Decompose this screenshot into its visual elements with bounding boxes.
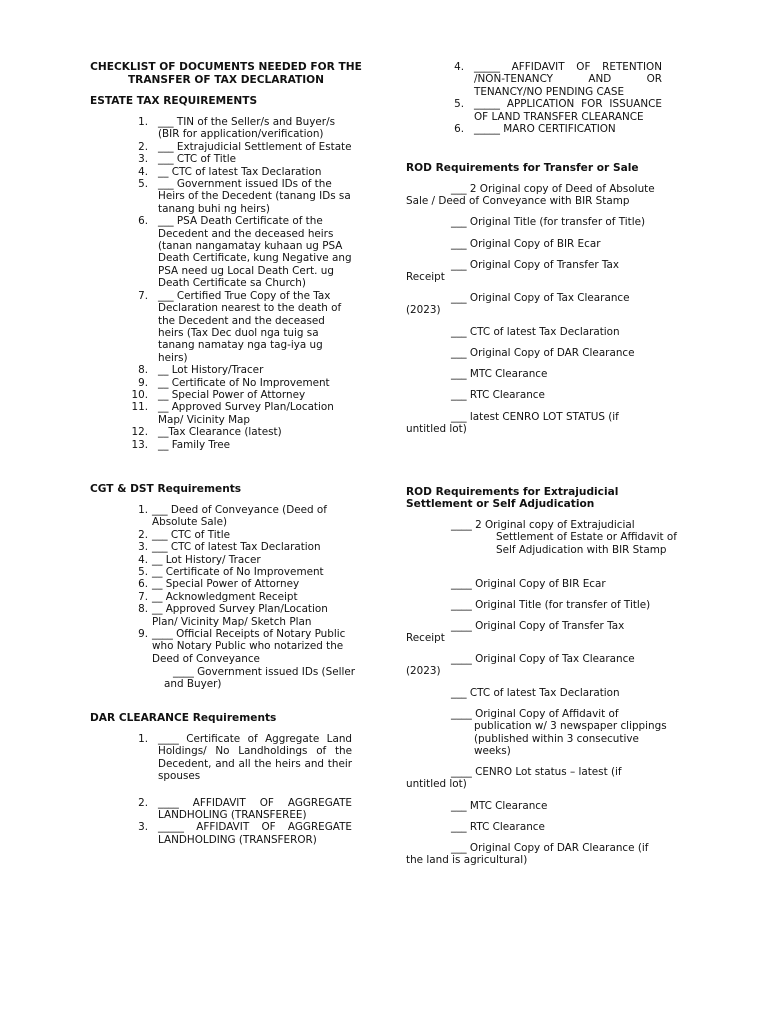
item-number: 4. [454,61,464,73]
item-text: ____ Original Title (for transfer of Title) [451,599,651,611]
item-text: ___ Original Copy of DAR Clearance [451,347,635,359]
item-text: ___ PSA Death Certificate of the Decedent and the deceased heirs (tanan nangamatay kuhaan ug PSA Death Certificate, kung Negative ang PSA need ug Local Death Cert. ug Death Certificate sa Church) [158,215,352,290]
item-text-continued: Receipt [406,632,445,645]
rod-ejs-item [406,687,678,699]
rod-sale-item [406,389,678,401]
list-item [90,603,352,628]
item-text: ___ latest CENRO LOT STATUS (if [451,411,619,423]
item-number: 1. [138,733,148,745]
item-text-continued: publication w/ 3 newspaper clippings (published within 3 consecutive weeks) [474,720,667,758]
list-item [90,733,352,783]
item-text-continued: (2023) [406,665,441,678]
rod-ejs-heading: ROD Requirements for Extrajudicial Settlement or Self Adjudication [406,486,619,511]
item-text: ____ Original Copy of BIR Ecar [451,578,606,590]
item-text: ___ Original Copy of Tax Clearance [451,292,630,304]
rod-sale-item [406,259,678,284]
item-text-continued: Sale / Deed of Conveyance with BIR Stamp [406,195,630,208]
dar-clearance-list [90,733,362,846]
list-item [90,153,352,165]
item-text: ____ Original Copy of Tax Clearance [451,653,635,665]
dar-clearance-heading: DAR CLEARANCE Requirements [90,712,277,724]
item-text-continued: the land is agricultural) [406,854,528,867]
item-text: ___ CTC of latest Tax Declaration [451,687,620,699]
item-text-continued: untitled lot) [406,423,467,436]
list-item [90,401,352,426]
item-text: ___ Original Title (for transfer of Title) [451,216,646,228]
list-item [90,554,352,566]
item-text: __ Certificate of No Improvement [152,566,324,579]
item-number: 5. [138,178,148,191]
item-text: ___ CTC of Title [158,153,237,166]
page-title: CHECKLIST OF DOCUMENTS NEEDED FOR THE TRANSFER OF TAX DECLARATION [90,61,362,86]
item-text: ___ Original Copy of DAR Clearance (if [451,842,649,854]
item-text: ____ Original Copy of Transfer Tax [451,620,625,632]
rod-sale-item [406,183,678,208]
item-number: 8. [138,364,148,377]
list-item [90,439,352,451]
list-item [90,98,662,123]
item-text: _____ AFFIDAVIT OF AGGREGATE LANDHOLDING (TRANSFEROR) [158,821,352,846]
list-item [90,290,352,364]
item-number: 1. [138,116,148,128]
item-text: ___ CTC of latest Tax Declaration [152,541,321,554]
rod-ejs-item [406,708,678,758]
list-item [90,364,352,376]
rod-ejs-item [406,766,678,791]
rod-sale-item [406,216,678,228]
item-text: ___ Original Copy of BIR Ecar [451,238,601,250]
item-text: ___ 2 Original copy of Deed of Absolute [451,183,655,195]
item-text: _____ MARO CERTIFICATION [474,123,616,136]
item-number: 6. [138,578,148,591]
item-text: __ Approved Survey Plan/Location Plan/ Vicinity Map/ Sketch Plan [152,603,328,628]
item-text: __ Special Power of Attorney [152,578,300,591]
item-text: ___ Certified True Copy of the Tax Declaration nearest to the death of the Decedent and the deceased heirs (Tax Dec duol nga tuig sa tanang namatay nga tag-iya ug heirs) [158,289,342,364]
list-item [90,821,352,846]
dar-clearance-list-continued [90,61,678,135]
item-text: __ Family Tree [158,438,231,451]
item-number: 2. [138,796,148,809]
list-item [90,61,662,98]
list-item [90,504,352,529]
item-number: 4. [138,553,148,566]
item-text: ____ Original Copy of Affidavit of [451,708,619,720]
rod-ejs-item [406,842,678,867]
item-text-continued: Settlement of Estate or Affidavit of Self Adjudication with BIR Stamp [496,531,677,556]
item-number: 3. [138,821,148,834]
item-text: ____ AFFIDAVIT OF AGGREGATE LANDHOLING (TRANSFEREE) [158,796,352,822]
list-item [90,178,352,215]
rod-ejs-item [406,519,678,556]
rod-sale-heading: ROD Requirements for Transfer or Sale [406,162,639,174]
item-text: ___ CTC of latest Tax Declaration [451,326,620,338]
list-item [90,541,352,553]
item-text-continued: untitled lot) [406,778,467,791]
list-item [90,566,352,578]
cgt-dst-list [90,504,362,665]
item-text: ___ RTC Clearance [451,821,545,833]
list-item [90,377,352,389]
item-number: 2. [138,140,148,153]
cgt-extra-item: ____ Government issued IDs (Seller and Buyer) [164,666,356,691]
rod-sale-item [406,238,678,250]
list-item [90,628,352,665]
item-number: 4. [138,165,148,178]
item-text: ___ MTC Clearance [451,368,548,380]
list-item [90,426,352,438]
item-text: __ Lot History/Tracer [158,364,264,377]
item-text: ___ Government issued IDs of the Heirs of the Decedent (tanang IDs sa tanang buhi ng heirs) [158,178,351,215]
item-number: 9. [138,376,148,389]
rod-ejs-item [406,620,678,645]
item-number: 3. [138,541,148,554]
list-item [90,529,352,541]
rod-ejs-item [406,578,678,590]
rod-sale-item [406,292,678,317]
item-number: 7. [138,590,148,603]
item-number: 5. [138,566,148,579]
item-number: 8. [138,603,148,616]
item-number: 11. [131,401,148,414]
rod-sale-item [406,368,678,380]
list-item [90,141,352,153]
item-text: ___ Extrajudicial Settlement of Estate [158,140,352,153]
item-text: __ CTC of latest Tax Declaration [158,165,322,178]
item-text: __ Special Power of Attorney [158,388,306,401]
item-text: ___ Original Copy of Transfer Tax [451,259,620,271]
item-text: ___ MTC Clearance [451,800,548,812]
item-text: ____ Certificate of Aggregate Land Holdings/ No Landholdings of the Decedent, and all the heirs and their spouses [158,733,352,783]
rod-ejs-item [406,653,678,678]
rod-sale-item [406,347,678,359]
item-number: 7. [138,289,148,302]
item-number: 5. [454,98,464,111]
item-text: __ Acknowledgment Receipt [152,590,298,603]
item-text: ___ Deed of Conveyance (Deed of Absolute Sale) [152,504,327,529]
item-text: ____ 2 Original copy of Extrajudicial [451,519,635,531]
list-item [90,123,662,135]
item-number: 6. [454,123,464,136]
item-text: __ Lot History/ Tracer [152,553,261,566]
list-item [90,591,352,603]
estate-tax-heading: ESTATE TAX REQUIREMENTS [90,95,258,107]
item-number: 12. [131,426,148,439]
list-item [90,389,352,401]
item-text: ___ RTC Clearance [451,389,545,401]
item-text: ___ CTC of Title [152,528,231,541]
item-text-continued: (2023) [406,304,441,317]
list-item [90,166,352,178]
item-text: _____ APPLICATION FOR ISSUANCE OF LAND TRANSFER CLEARANCE [474,98,662,123]
item-text-continued: Receipt [406,271,445,284]
item-number: 2. [138,528,148,541]
rod-ejs-item [406,821,678,833]
item-text: __Tax Clearance (latest) [158,426,282,439]
item-number: 1. [138,504,148,516]
item-text: ____ CENRO Lot status – latest (if [451,766,622,778]
list-item [90,578,352,590]
item-number: 13. [131,438,148,451]
item-number: 6. [138,215,148,228]
rod-ejs-item [406,800,678,812]
item-text: __ Certificate of No Improvement [158,376,330,389]
item-number: 9. [138,628,148,641]
list-item [90,797,352,822]
item-text: _____ AFFIDAVIT OF RETENTION /NON-TENANCY AND OR TENANCY/NO PENDING CASE [474,61,662,98]
cgt-dst-heading: CGT & DST Requirements [90,483,242,495]
rod-sale-item [406,411,678,436]
item-text: ____ Official Receipts of Notary Public who Notary Public who notarized the Deed of Conveyance [152,628,346,665]
estate-tax-list [90,116,362,451]
rod-ejs-item [406,599,678,611]
item-number: 10. [131,388,148,401]
item-number: 3. [138,153,148,166]
item-text: __ Approved Survey Plan/Location Map/ Vicinity Map [158,401,334,426]
item-text: ___ TIN of the Seller/s and Buyer/s (BIR for application/verification) [158,116,335,141]
rod-sale-item [406,326,678,338]
list-item [90,215,352,289]
